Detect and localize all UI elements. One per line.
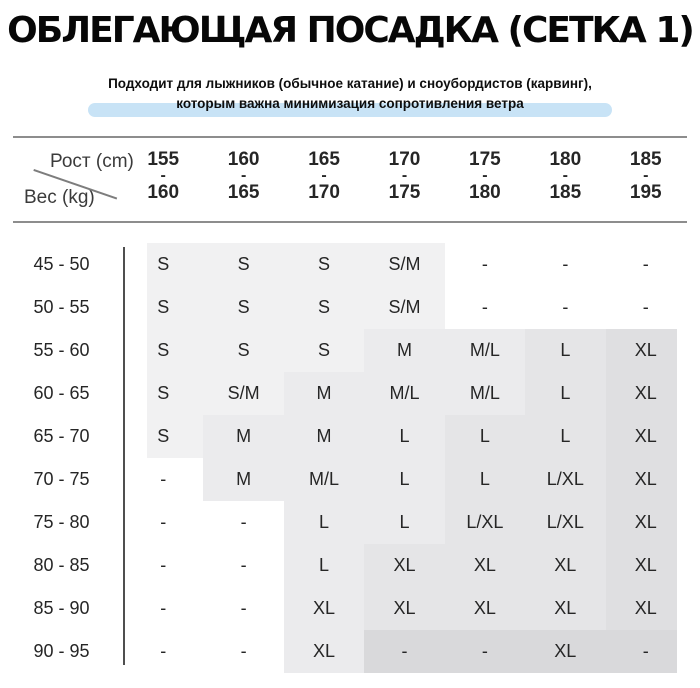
column-header-height-range [284,150,364,202]
size-value: - [240,555,247,575]
height-to: 165 [227,182,260,203]
column-header-height-range [203,150,283,202]
size-value: XL [634,469,657,489]
table-row [0,415,700,458]
range-dash: - [321,167,327,184]
size-value: - [642,641,649,661]
size-value: M [316,426,332,446]
weight-range-label: 70 - 75 [33,469,90,489]
size-cell [364,286,444,329]
size-cell [364,329,444,372]
weight-range-label: 50 - 55 [33,297,90,317]
range-dash: - [240,167,247,184]
size-cell [445,286,525,329]
size-cell [445,458,525,501]
table-row [0,458,700,501]
size-value: M [316,383,332,403]
weight-range-label: 45 - 50 [33,254,90,274]
range-dash: - [482,167,488,184]
subtitle-line2: которым важна минимизация сопротивления ветра [176,96,524,111]
size-cell [123,501,203,544]
size-cell [284,415,364,458]
size-cell [606,458,686,501]
size-value: L/XL [466,512,504,532]
size-cell [364,415,444,458]
weight-range-label: 60 - 65 [33,383,90,403]
size-value: XL [313,598,336,618]
size-cell [284,630,364,673]
size-cell [606,630,686,673]
size-cell [284,587,364,630]
size-cell [364,587,444,630]
size-cell [203,630,283,673]
table-row [0,372,700,415]
size-value: - [160,641,167,661]
size-cell [525,587,605,630]
size-value: - [160,512,167,532]
size-cell [203,544,283,587]
height-to: 185 [549,182,582,203]
height-from: 175 [469,149,501,170]
column-header-height-range [364,150,444,202]
size-cell [284,372,364,415]
range-dash: - [562,167,568,184]
size-value: L [479,469,490,489]
height-to: 170 [308,182,340,203]
size-cell [284,501,364,544]
size-cell [606,243,686,286]
size-value: M [236,426,252,446]
size-value: M/L [469,340,500,360]
size-cell [203,372,283,415]
size-value: L/XL [546,469,584,489]
size-value: S [237,340,250,360]
size-value: S [318,254,331,274]
size-cell [203,329,283,372]
size-value: XL [634,340,657,360]
table-row [0,243,700,286]
column-headers [123,150,686,202]
range-dash: - [643,167,649,184]
size-value: XL [554,598,577,618]
size-cell [203,415,283,458]
size-value: S/M [388,297,421,317]
subtitle-line1: Подходит для лыжников (обычное катание) и сноубордистов (карвинг), [108,76,592,91]
size-value: XL [393,555,416,575]
size-cell [445,415,525,458]
weight-range-label: 85 - 90 [33,598,90,618]
size-value: XL [634,512,657,532]
weight-axis-label: Вес (kg) [24,187,95,208]
range-dash: - [160,167,166,184]
size-cell [525,329,605,372]
size-value: L [560,426,571,446]
size-value: XL [393,598,416,618]
size-value: XL [554,641,577,661]
row-cells [123,630,686,673]
size-value: - [481,297,488,317]
height-from: 155 [147,149,180,170]
size-cell [606,286,686,329]
size-value: S [157,340,170,360]
weight-range-label: 75 - 80 [33,512,90,532]
height-axis-label: Рост (cm) [50,151,134,172]
row-cells [123,458,686,501]
height-to: 195 [629,182,662,203]
size-value: S [318,340,331,360]
weight-range-label: 55 - 60 [33,340,90,360]
size-value: - [401,641,408,661]
size-value: - [160,598,167,618]
height-to: 180 [469,182,501,203]
size-cell [525,544,605,587]
weight-range-label: 90 - 95 [33,641,90,661]
column-header-height-range [445,150,525,202]
size-value: - [240,512,247,532]
size-cell [284,329,364,372]
size-value: L [319,512,330,532]
height-to: 160 [147,182,180,203]
size-cell [123,630,203,673]
size-cell [525,372,605,415]
size-value: S/M [388,254,421,274]
size-value: - [642,297,649,317]
row-cells [123,286,686,329]
size-value: S [157,426,170,446]
size-cell [525,630,605,673]
size-value: L [399,469,410,489]
weight-range-label: 80 - 85 [33,555,90,575]
size-value: S [157,297,170,317]
top-divider [13,136,687,138]
size-cell [364,501,444,544]
row-cells [123,544,686,587]
size-cell [364,243,444,286]
size-cell [284,243,364,286]
size-value: XL [313,641,336,661]
height-from: 185 [629,149,662,170]
row-cells [123,243,686,286]
column-header-height-range [606,150,686,202]
size-value: L [479,426,490,446]
size-cell [606,329,686,372]
size-cell [606,587,686,630]
size-cell [203,458,283,501]
size-cell [123,286,203,329]
table-row [0,501,700,544]
column-header-height-range [123,150,203,202]
size-cell [364,544,444,587]
subtitle-line2-wrap [0,96,700,118]
size-value: - [240,598,247,618]
size-cell [284,544,364,587]
size-value: L/XL [546,512,584,532]
row-cells [123,329,686,372]
size-cell [203,243,283,286]
weight-range-label: 65 - 70 [33,426,90,446]
table-row [0,587,700,630]
size-cell [203,587,283,630]
size-cell [445,243,525,286]
size-value: - [481,641,488,661]
size-value: S [237,297,250,317]
size-value: L [319,555,330,575]
size-cell [525,286,605,329]
size-value: - [160,555,167,575]
size-value: M/L [469,383,500,403]
size-cell [445,587,525,630]
size-cell [203,286,283,329]
table-row [0,630,700,673]
size-cell [606,544,686,587]
size-cell [364,458,444,501]
size-value: XL [634,598,657,618]
height-from: 180 [549,149,582,170]
page-title: ОБЛЕГАЮЩАЯ ПОСАДКА (СЕТКА 1) [7,10,693,51]
size-cell [123,243,203,286]
height-from: 170 [388,149,421,170]
size-value: - [642,254,649,274]
size-cell [606,415,686,458]
size-cell [123,458,203,501]
size-value: M [396,340,412,360]
row-cells [123,587,686,630]
size-cell [203,501,283,544]
size-table-body [0,243,700,673]
size-value: L [560,340,571,360]
size-value: L [560,383,571,403]
size-cell [123,544,203,587]
row-cells [123,415,686,458]
size-value: XL [554,555,577,575]
range-dash: - [401,167,408,184]
size-value: XL [634,426,657,446]
size-value: S/M [227,383,260,403]
height-from: 165 [308,149,340,170]
size-cell [445,501,525,544]
table-row [0,286,700,329]
size-value: XL [634,555,657,575]
header-divider [13,221,687,223]
height-to: 175 [388,182,421,203]
row-cells [123,372,686,415]
size-cell [364,372,444,415]
size-cell [525,458,605,501]
size-cell [123,372,203,415]
size-cell [445,544,525,587]
size-value: M [236,469,252,489]
size-value: M/L [389,383,420,403]
table-row [0,544,700,587]
size-value: S [157,254,170,274]
table-row [0,329,700,372]
size-value: M/L [309,469,340,489]
size-cell [606,372,686,415]
size-cell [445,630,525,673]
size-cell [284,286,364,329]
height-from: 160 [227,149,260,170]
size-cell [123,329,203,372]
size-cell [123,587,203,630]
size-value: - [481,254,488,274]
size-cell [123,415,203,458]
size-cell [525,501,605,544]
size-value: - [240,641,247,661]
size-cell [445,372,525,415]
size-value: S [318,297,331,317]
size-cell [525,415,605,458]
column-header-height-range [525,150,605,202]
size-cell [606,501,686,544]
size-value: S [157,383,170,403]
size-value: L [399,426,410,446]
size-value: XL [634,383,657,403]
size-value: - [160,469,167,489]
size-value: L [399,512,410,532]
size-value: XL [473,598,496,618]
size-value: XL [473,555,496,575]
size-cell [364,630,444,673]
size-cell [525,243,605,286]
size-cell [284,458,364,501]
row-cells [123,501,686,544]
size-value: - [562,254,569,274]
size-value: S [237,254,250,274]
size-cell [445,329,525,372]
size-value: - [562,297,569,317]
